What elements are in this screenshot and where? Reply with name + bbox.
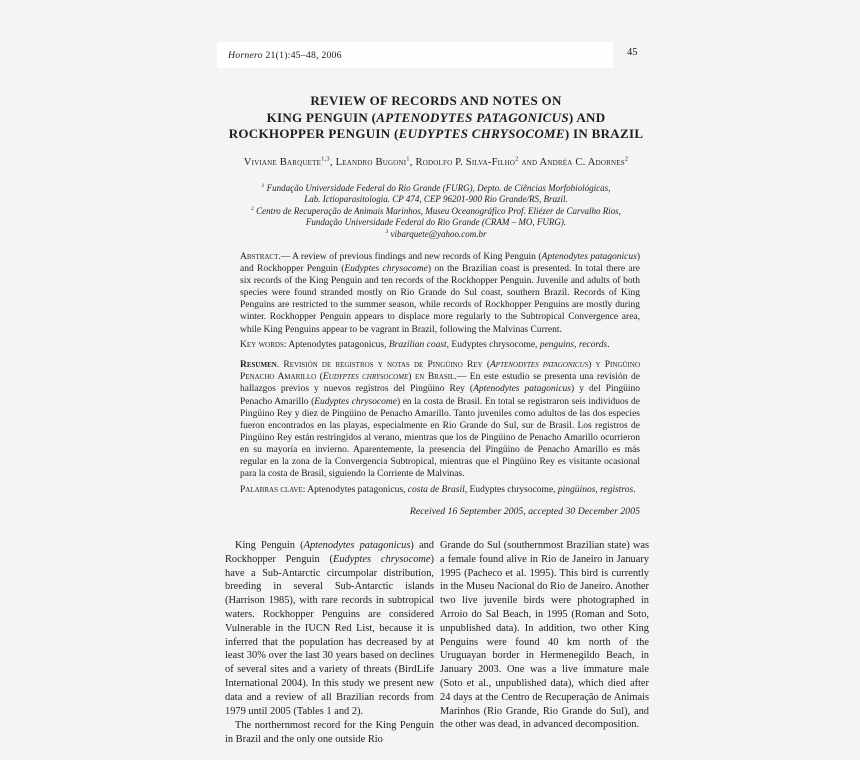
article-title-line-1: REVIEW OF RECORDS AND NOTES ON xyxy=(310,93,562,108)
affiliation-line-3: $^2$ Centro de Recuperação de Animais Marinhos, Museu Oceanográfico Prof. Eliézer de Carvalho Rios, xyxy=(251,205,621,216)
journal-reference: Hornero 21(1):45–48, 2006 xyxy=(228,49,342,61)
palabras-clave-line: Palabras clave: Aptenodytes patagonicus, costa de Brasil, Eudyptes chrysocome, pingüinos, registros. xyxy=(240,484,636,495)
affiliation-line-4: Fundação Universidade Federal do Rio Grande (CRAM – MO, FURG). xyxy=(305,217,567,228)
body-paragraph: King Penguin (Aptenodytes patagonicus) and Rockhopper Penguin (Eudyptes chrysocome) have a Sub-Antarctic circumpolar distribution, breeding in several Sub-Antarctic islands (Harrison 1985), with rare records in subtropical waters. Rockhopper Penguins are considered Vulnerable in the IUCN Red List, because it is inferred that the population has decreased by at least 30% over the last 30 years based on declines of several sites and a variety of threats (BirdLife International 2004). In this study we present new data and a review of all Brazilian records from 1979 until 2005 (Tables 1 and 2). xyxy=(225,540,434,717)
affiliations-block xyxy=(206,183,666,240)
body-column-right xyxy=(440,539,649,732)
article-title-line-2: KING PENGUIN (APTENODYTES PATAGONICUS) AND xyxy=(266,109,606,125)
abstract-paragraph: Abstract.— A review of previous findings and new records of King Penguin (Aptenodytes patagonicus) and Rockhopper Penguin (Eudyptes chrysocome) on the Brazilian coast is presented. In total there are six records of the King Penguin and ten records of the Rockhopper Penguin. Juvenile and adults of both species were found stranded mostly on Rio Grande do Sul coast, southern Brazil. Records of King Penguins are restricted to the summer season, while records of Rockhopper Penguins are mostly during winter. Rockhopper Penguin appears to displace more regularly to the Subtropical Convergence area, while King Penguins appear to be vagrant in Brazil, following the Malvinas Current. xyxy=(240,252,641,335)
front-matter-block xyxy=(240,251,640,518)
affiliation-line-1: $^1$ Fundação Universidade Federal do Rio Grande (FURG), Depto. de Ciências Morfobiológicas, xyxy=(261,183,611,193)
body-paragraph: The northernmost record for the King Penguin in Brazil and the only one outside Rio xyxy=(225,720,434,746)
running-head-band xyxy=(217,42,613,68)
affiliation-line-2: Lab. Ictioparasitologia. CP 474, CEP 96201-900 Rio Grande/RS, Brazil. xyxy=(304,194,568,205)
keywords-line: Key words: Aptenodytes patagonicus, Brazilian coast, Eudyptes chrysocome, penguins, records. xyxy=(240,340,610,351)
body-column-left xyxy=(225,539,434,747)
article-title xyxy=(206,93,666,143)
received-accepted-line: Received 16 September 2005, accepted 30 December 2005 xyxy=(409,505,640,517)
resumen-paragraph: Resumen. Revisión de registros y notas de Pingüino Rey (Aptenodytes patagonicus) y Pingüino Penacho Amarillo (Eudyptes chrysocome) en Brasil.— En este estudio se presenta una revisión de hallazgos previos y nuevos registros del Pingüino Rey (Aptenodytes patagonicus) y del Pingüino Penacho Amarillo (Eudyptes chrysocome) en la costa de Brasil. En total se registraron seis individuos de Pingüino Rey y diez de Pingüino de Penacho Amarillo. Tanto juveniles como adultos de las dos especies fueron encontrados en las playas, especialmente en Rio Grande do Sul, sur de Brasil. Los registros de Pingüino Rey están restringidos al verano, mientras que los de Pingüino de Penacho Amarillo ocurrieron en su mayoría en invierno. Aparentemente, la presencia del Pingüino de Penacho Amarillo es más regular en la zona de la Convergencia Subtropical, mientras que el Pingüino Rey es visitante ocasional para la costa de Brasil, siguiendo la Corriente de Malvinas. xyxy=(240,360,640,480)
authors-line: Viviane Barquete$^{1,3}$, Leandro Bugoni$^1$, Rodolfo P. Silva-Filho$^2$ and Andréa C. Adornes$^2$ xyxy=(243,155,629,168)
body-paragraph: Grande do Sul (southernmost Brazilian state) was a female found alive in Rio de Janeiro in January 1995 (Pacheco et al. 1995). This bird is currently in the Museu Nacional do Rio de Janeiro. Another two live juvenile birds were photographed in Arroio do Sal Beach, in 1995 (Roman and Soto, unpublished data). In addition, two other King Penguins were found 40 km north of the Uruguayan border in Hermenegildo Beach, in January 2003. One was a live immature male (Soto et al., unpublished data), which died after 24 days at the Centro de Recuperação de Animais Marinhos (Rio Grande, Rio Grande do Sul), and the other was dead, in advanced decomposition. xyxy=(440,540,649,731)
page-number: 45 xyxy=(627,47,638,58)
author-email: $^3$ vibarquete@yahoo.com.br xyxy=(385,228,487,239)
article-title-line-3: ROCKHOPPER PENGUIN (EUDYPTES CHRYSOCOME) IN BRAZIL xyxy=(228,126,644,141)
